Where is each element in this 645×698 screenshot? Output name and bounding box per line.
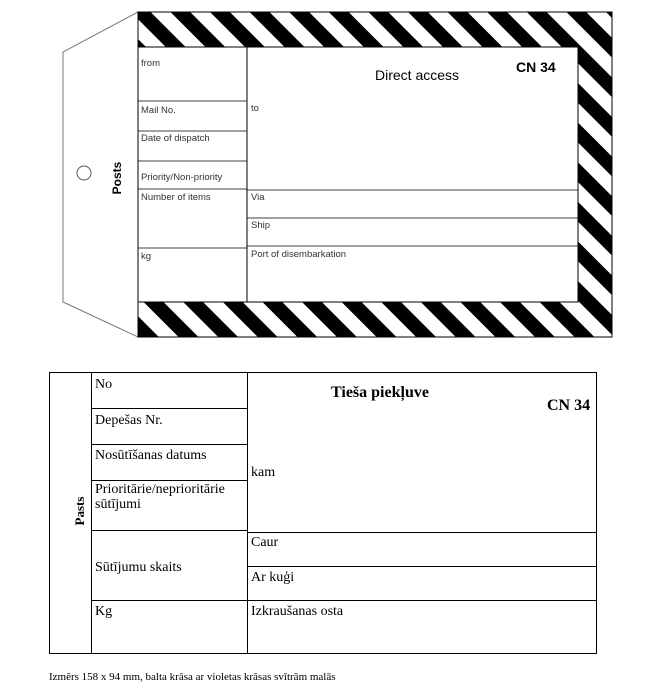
tag-field-from: from: [141, 58, 160, 69]
form-field-nosutisanas-datums: Nosūtīšanas datums: [95, 448, 207, 463]
form-field-izkrausanas-osta: Izkraušanas osta: [251, 604, 344, 619]
tag-side-label: Posts: [110, 161, 124, 195]
form-field-kam: kam: [251, 465, 276, 480]
form-title: Tiešа piekļuve: [331, 384, 429, 401]
form-field-no: No: [95, 377, 113, 392]
tag-title: Direct access: [375, 67, 460, 83]
tag-field-priority: Priority/Non-priority: [141, 172, 223, 183]
tag-field-kg: kg: [141, 251, 152, 262]
tag-field-number-of-items: Number of items: [141, 192, 211, 203]
form-code: CN 34: [547, 397, 591, 414]
form-side-label: Pasts: [72, 496, 88, 526]
tag-stub: [63, 12, 138, 337]
tag-field-port: Port of disembarkation: [251, 249, 347, 260]
form-field-prioritarie: Prioritārie/neprioritārie sūtījumi: [95, 482, 225, 512]
form-field-caur: Caur: [251, 535, 279, 550]
tag-field-ship: Ship: [251, 220, 271, 231]
tag-code: CN 34: [516, 59, 556, 75]
tag-field-date-of-dispatch: Date of dispatch: [141, 133, 210, 144]
eyelet-hole: [77, 166, 91, 180]
latvian-form: [49, 372, 597, 654]
tag-field-to: to: [251, 103, 259, 114]
form-field-depesas-nr: Depešas Nr.: [95, 413, 163, 428]
caption: Izmērs 158 x 94 mm, balta krāsa ar violetas krāsas svītrām malās: [49, 671, 336, 683]
form-field-sutijumu-skaits: Sūtījumu skaits: [95, 560, 182, 575]
form-field-ar-kugi: Ar kuģi: [251, 570, 295, 585]
tag-field-via: Via: [251, 192, 265, 203]
form-field-kg: Kg: [95, 604, 113, 619]
tag-field-mail-no: Mail No.: [141, 105, 176, 116]
